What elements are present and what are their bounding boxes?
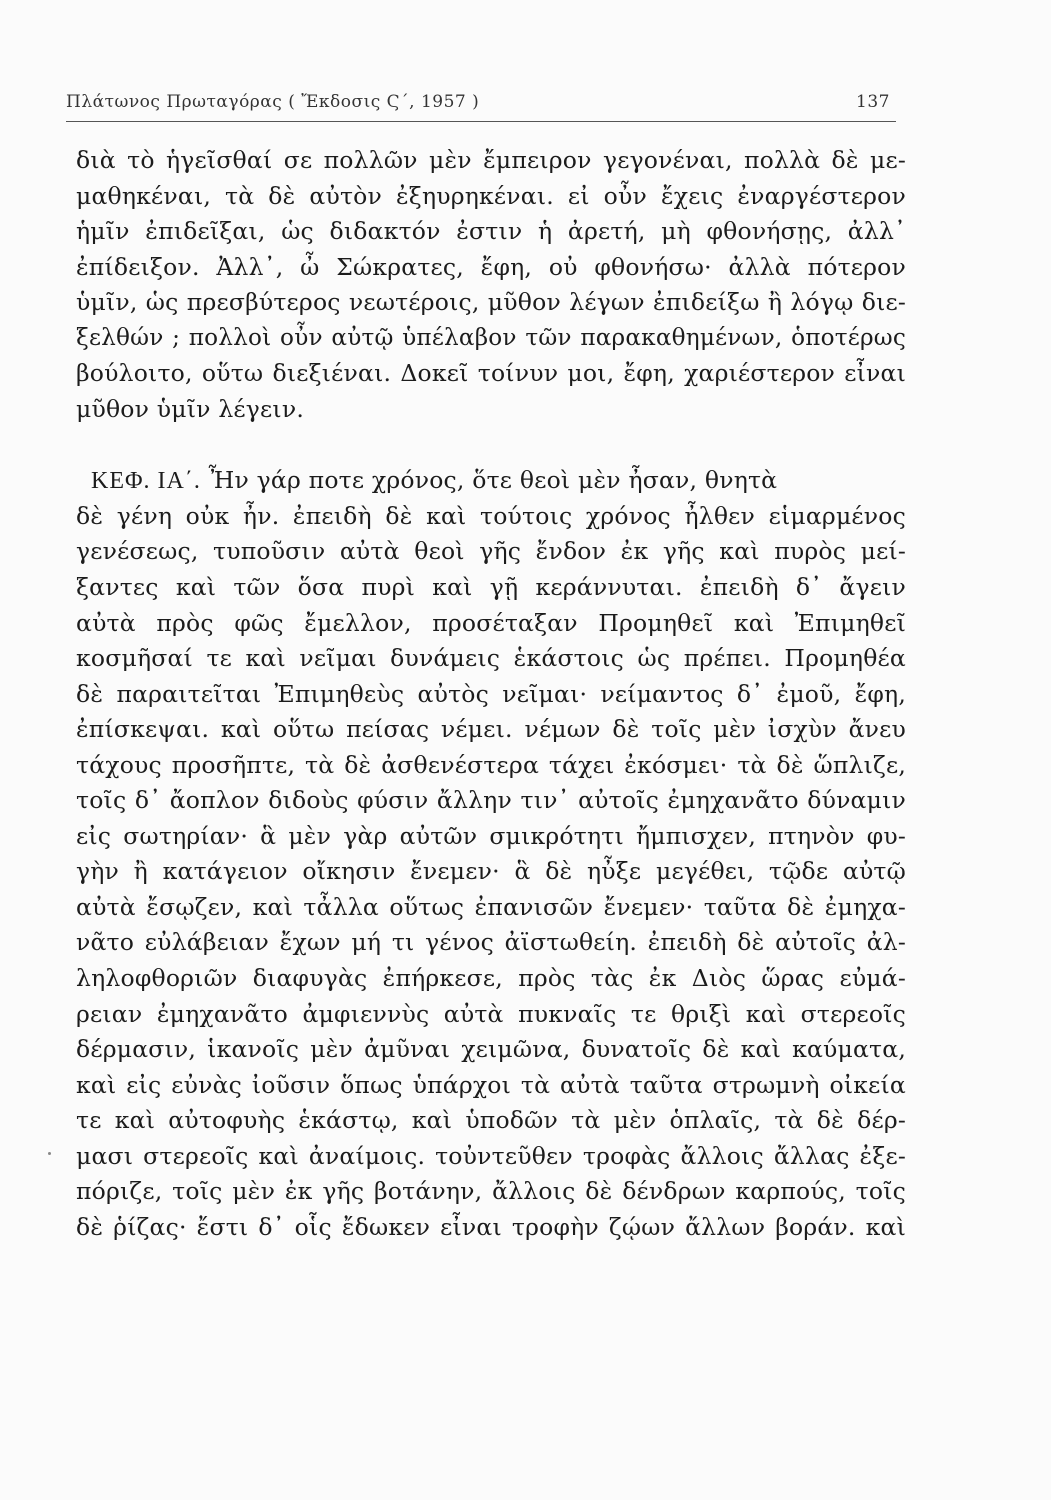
text-line: μαθηκέναι, τὰ δὲ αὐτὸν ἐξηυρηκέναι. εἰ οὖν ἔχεις ἐναργέστερον (76, 181, 906, 210)
text-line: αὐτὰ ἔσῳζεν, καὶ τἆλλα οὕτως ἐπανισῶν ἔνεμεν· ταῦτα δὲ ἐμηχα- (76, 892, 906, 921)
text-line: ληλοφθοριῶν διαφυγὰς ἐπήρκεσε, πρὸς τὰς ἐκ Διὸς ὥρας εὐμά- (76, 964, 906, 993)
text-line: ὑμῖν, ὡς πρεσβύτερος νεωτέροις, μῦθον λέγων ἐπιδείξω ἢ λόγῳ διε- (76, 288, 906, 317)
text-line: ξαντες καὶ τῶν ὅσα πυρὶ καὶ γῇ κεράννυται. ἐπειδὴ δ᾿ ἄγειν (76, 573, 906, 602)
text-line: δέρμασιν, ἱκανοῖς μὲν ἀμῦναι χειμῶνα, δυνατοῖς δὲ καὶ καύματα, (76, 1035, 906, 1064)
text-line: μῦθον ὑμῖν λέγειν. (76, 394, 304, 423)
text-line: μασι στερεοῖς καὶ ἀναίμοις. τοὐντεῦθεν τροφὰς ἄλλοις ἄλλας ἐξε- (76, 1141, 906, 1170)
text-line: τε καὶ αὐτοφυὴς ἑκάστῳ, καὶ ὑποδῶν τὰ μὲν ὁπλαῖς, τὰ δὲ δέρ- (76, 1106, 906, 1135)
text-line: διὰ τὸ ἡγεῖσθαί σε πολλῶν μὲν ἔμπειρον γεγονέναι, πολλὰ δὲ με- (76, 146, 906, 174)
text-line: γὴν ἢ κατάγειον οἴκησιν ἔνεμεν· ἃ δὲ ηὖξε μεγέθει, τῷδε αὐτῷ (76, 857, 906, 886)
text-line: πόριζε, τοῖς μὲν ἐκ γῆς βοτάνην, ἄλλοις δὲ δένδρων καρπούς, τοῖς (76, 1177, 906, 1206)
page-speck (48, 1152, 51, 1155)
text-line: νᾶτο εὐλάβειαν ἔχων μή τι γένος ἀϊστωθείη. ἐπειδὴ δὲ αὐτοῖς ἀλ- (76, 928, 906, 957)
page-number: 137 (856, 92, 890, 112)
running-title: Πλάτωνος Πρωταγόρας ( Ἔκδοσις Ϛ΄, 1957 ) (66, 92, 480, 112)
text-line: δὲ ῥίζας· ἔστι δ᾿ οἷς ἔδωκεν εἶναι τροφὴν ζῴων ἄλλων βοράν. καὶ (76, 1212, 906, 1241)
text-line: ξελθών ; πολλοὶ οὖν αὐτῷ ὑπέλαβον τῶν παρακαθημένων, ὁποτέρως (76, 324, 906, 351)
text-line: αὐτὰ πρὸς φῶς ἔμελλον, προσέταξαν Προμηθεῖ καὶ Ἐπιμηθεῖ (76, 608, 906, 637)
text-line: δὲ παραιτεῖται Ἐπιμηθεὺς αὐτὸς νεῖμαι· νείμαντος δ᾿ ἐμοῦ, ἔφη, (76, 679, 906, 708)
chapter-line (76, 463, 906, 499)
body-text (76, 143, 906, 1245)
paragraph-1 (76, 143, 906, 427)
text-line: ἐπίδειξον. Ἀλλ᾿, ὦ Σώκρατες, ἔφη, οὐ φθονήσω· ἀλλὰ πότερον (76, 252, 906, 281)
text-line: τοῖς δ᾿ ἄοπλον διδοὺς φύσιν ἄλλην τιν᾿ αὐτοῖς ἐμηχανᾶτο δύναμιν (76, 786, 906, 815)
chapter-first-line-text: Ἦν γάρ ποτε χρόνος, ὅτε θεοὶ μὲν ἦσαν, θνητὰ (208, 466, 778, 495)
paragraph-2 (76, 463, 906, 1245)
paragraph-gap (76, 427, 906, 463)
header-rule (66, 121, 896, 122)
text-line: τάχους προσῆπτε, τὰ δὲ ἀσθενέστερα τάχει ἐκόσμει· τὰ δὲ ὥπλιζε, (76, 750, 906, 779)
text-line: βούλοιτο, οὕτω διεξιέναι. Δοκεῖ τοίνυν μοι, ἔφη, χαριέστερον εἶναι (76, 359, 906, 388)
text-line: εἰς σωτηρίαν· ἃ μὲν γὰρ αὐτῶν σμικρότητι ἤμπισχεν, πτηνὸν φυ- (76, 821, 906, 850)
text-line: κοσμῆσαί τε καὶ νεῖμαι δυνάμεις ἑκάστοις ὡς πρέπει. Προμηθέα (76, 644, 906, 673)
text-line: ἐπίσκεψαι. καὶ οὕτω πείσας νέμει. νέμων δὲ τοῖς μὲν ἰσχὺν ἄνευ (76, 715, 906, 744)
text-line: δὲ γένη οὐκ ἦν. ἐπειδὴ δὲ καὶ τούτοις χρόνος ἦλθεν εἱμαρμένος (76, 501, 906, 530)
chapter-heading: ΚΕΦ. ΙΑ΄. (91, 468, 201, 495)
text-line: καὶ εἰς εὐνὰς ἰοῦσιν ὅπως ὑπάρχοι τὰ αὐτὰ ταῦτα στρωμνὴ οἰκεία (76, 1070, 906, 1099)
text-line: ἡμῖν ἐπιδεῖξαι, ὡς διδακτόν ἐστιν ἡ ἀρετή, μὴ φθονήσῃς, ἀλλ᾿ (76, 217, 906, 246)
text-line: ρειαν ἐμηχανᾶτο ἀμφιεννὺς αὐτὰ πυκναῖς τε θριξὶ καὶ στερεοῖς (76, 999, 906, 1028)
running-header (66, 92, 896, 120)
text-line: γενέσεως, τυποῦσιν αὐτὰ θεοὶ γῆς ἔνδον ἐκ γῆς καὶ πυρὸς μεί- (76, 537, 906, 566)
